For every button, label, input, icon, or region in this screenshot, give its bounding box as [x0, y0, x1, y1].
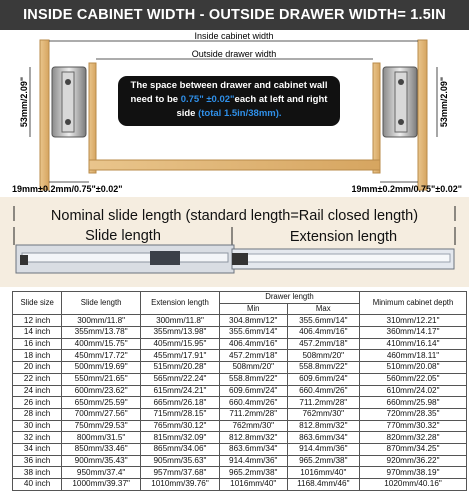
gap-note [118, 76, 340, 126]
drawer-bottom [89, 160, 380, 170]
table-cell: 406.4mm/16" [287, 327, 359, 339]
table-cell: 615mm/24.21" [141, 385, 220, 397]
table-cell: 26 inch [13, 397, 62, 409]
table-row [13, 455, 467, 467]
table-cell: 1000mm/39.37" [62, 479, 141, 491]
table-cell: 22 inch [13, 373, 62, 385]
table-cell: 405mm/15.95" [141, 338, 220, 350]
table-cell: 600mm/23.62" [62, 385, 141, 397]
cabinet-wall-right [418, 40, 427, 190]
table-row [13, 467, 467, 479]
table-cell: 660.4mm/26" [219, 397, 287, 409]
table-cell: 609.6mm/24" [287, 373, 359, 385]
table-cell: 550mm/21.65" [62, 373, 141, 385]
table-row [13, 327, 467, 339]
table-cell: 558.8mm/22" [219, 373, 287, 385]
table-cell: 355.6mm/14" [219, 327, 287, 339]
table-cell: 920mm/36.22" [360, 455, 467, 467]
table-cell: 965.2mm/38" [219, 467, 287, 479]
table-cell: 558.8mm/22" [287, 362, 359, 374]
table-cell: 660mm/25.98" [360, 397, 467, 409]
table-cell: 406.4mm/16" [219, 338, 287, 350]
table-cell: 355mm/13.98" [141, 327, 220, 339]
table-cell: 609.6mm/24" [219, 385, 287, 397]
table-cell: 765mm/30.12" [141, 420, 220, 432]
table-cell: 300mm/11.8" [62, 315, 141, 327]
table-cell: 410mm/16.14" [360, 338, 467, 350]
table-cell: 34 inch [13, 443, 62, 455]
table-cell: 914.4mm/36" [287, 443, 359, 455]
cabinet-wall-left [40, 40, 49, 190]
table-cell: 457.2mm/18" [287, 338, 359, 350]
drawer-side-left [89, 63, 96, 173]
slide-height-left: 53mm/2.09" [19, 76, 29, 128]
table-cell: 20 inch [13, 362, 62, 374]
table-cell: 500mm/19.69" [62, 362, 141, 374]
table-cell: 1020mm/40.16" [360, 479, 467, 491]
table-cell: 863.6mm/34" [287, 432, 359, 444]
table-cell: 30 inch [13, 420, 62, 432]
table-cell: 1016mm/40" [219, 479, 287, 491]
table-cell: 720mm/28.35" [360, 408, 467, 420]
table-row [13, 350, 467, 362]
table-row [13, 408, 467, 420]
slide-spec-table [12, 291, 467, 491]
table-row [13, 315, 467, 327]
table-cell: 1168.4mm/46" [287, 479, 359, 491]
table-cell: 812.8mm/32" [219, 432, 287, 444]
col-drawer-length: Drawer length [219, 292, 359, 304]
table-cell: 40 inch [13, 479, 62, 491]
inside-cabinet-width-label: Inside cabinet width [194, 31, 274, 41]
table-cell: 300mm/11.8" [141, 315, 220, 327]
table-cell: 870mm/34.25" [360, 443, 467, 455]
table-header-row [13, 292, 467, 304]
note-total: (total 1.5in/38mm). [198, 108, 282, 119]
table-cell: 865mm/34.06" [141, 443, 220, 455]
table-cell: 762mm/30" [219, 420, 287, 432]
outside-drawer-width-label: Outside drawer width [191, 49, 277, 59]
table-cell: 711.2mm/28" [287, 397, 359, 409]
table-cell: 457.2mm/18" [219, 350, 287, 362]
table-cell: 900mm/35.43" [62, 455, 141, 467]
col-extension-length: Extension length [141, 292, 220, 315]
table-cell: 1010mm/39.76" [141, 479, 220, 491]
table-row [13, 373, 467, 385]
table-cell: 660.4mm/26" [287, 385, 359, 397]
table-cell: 950mm/37.4" [62, 467, 141, 479]
note-text: The space between drawer and cabinet wall need to be [130, 80, 328, 105]
table-cell: 565mm/22.24" [141, 373, 220, 385]
table-cell: 355.6mm/14" [287, 315, 359, 327]
table-cell: 957mm/37.68" [141, 467, 220, 479]
table-row [13, 432, 467, 444]
table-cell: 750mm/29.53" [62, 420, 141, 432]
col-drawer-min: Min [219, 303, 287, 315]
table-cell: 24 inch [13, 385, 62, 397]
table-cell: 762mm/30" [287, 408, 359, 420]
table-cell: 508mm/20" [219, 362, 287, 374]
table-cell: 508mm/20" [287, 350, 359, 362]
table-cell: 310mm/12.21" [360, 315, 467, 327]
note-value: 0.75" ±0.02" [180, 94, 235, 105]
note-mid: each at left and right side [176, 94, 328, 119]
table-cell: 355mm/13.78" [62, 327, 141, 339]
table-cell: 850mm/33.46" [62, 443, 141, 455]
table-cell: 560mm/22.05" [360, 373, 467, 385]
slide-left [52, 67, 86, 137]
drawer-side-right [373, 63, 380, 173]
table-row [13, 338, 467, 350]
table-cell: 460mm/18.11" [360, 350, 467, 362]
table-cell: 665mm/26.18" [141, 397, 220, 409]
table-cell: 304.8mm/12" [219, 315, 287, 327]
slide-right [383, 67, 417, 137]
table-cell: 815mm/32.09" [141, 432, 220, 444]
table-cell: 360mm/14.17" [360, 327, 467, 339]
table-cell: 711.2mm/28" [219, 408, 287, 420]
table-cell: 970mm/38.19" [360, 467, 467, 479]
table-cell: 812.8mm/32" [287, 420, 359, 432]
table-cell: 905mm/35.63" [141, 455, 220, 467]
table-row [13, 397, 467, 409]
table-row [13, 420, 467, 432]
table-cell: 863.6mm/34" [219, 443, 287, 455]
table-cell: 715mm/28.15" [141, 408, 220, 420]
col-slide-length: Slide length [62, 292, 141, 315]
table-cell: 32 inch [13, 432, 62, 444]
col-drawer-max: Max [287, 303, 359, 315]
table-cell: 914.4mm/36" [219, 455, 287, 467]
table-cell: 1016mm/40" [287, 467, 359, 479]
table-cell: 800mm/31.5" [62, 432, 141, 444]
table-cell: 515mm/20.28" [141, 362, 220, 374]
table-row [13, 443, 467, 455]
table-cell: 36 inch [13, 455, 62, 467]
slide-length-label: Slide length [85, 228, 161, 244]
table-row [13, 385, 467, 397]
col-min-cabinet-depth: Minimum cabinet depth [360, 292, 467, 315]
gap-left-label: 19mm±0.2mm/0.75"±0.02" [12, 184, 123, 194]
table-cell: 700mm/27.56" [62, 408, 141, 420]
table-cell: 770mm/30.32" [360, 420, 467, 432]
table-row [13, 362, 467, 374]
table-cell: 965.2mm/38" [287, 455, 359, 467]
table-cell: 12 inch [13, 315, 62, 327]
slide-height-right: 53mm/2.09" [439, 76, 449, 128]
table-cell: 450mm/17.72" [62, 350, 141, 362]
table-cell: 38 inch [13, 467, 62, 479]
table-cell: 16 inch [13, 338, 62, 350]
table-cell: 18 inch [13, 350, 62, 362]
table-cell: 820mm/32.28" [360, 432, 467, 444]
col-slide-size: Slide size [13, 292, 62, 315]
extension-length-label: Extension length [289, 229, 398, 245]
gap-right-label: 19mm±0.2mm/0.75"±0.02" [351, 184, 462, 194]
table-cell: 28 inch [13, 408, 62, 420]
table-cell: 14 inch [13, 327, 62, 339]
table-cell: 510mm/20.08" [360, 362, 467, 374]
table-cell: 455mm/17.91" [141, 350, 220, 362]
table-row [13, 479, 467, 491]
table-cell: 400mm/15.75" [62, 338, 141, 350]
nominal-slide-length-label: Nominal slide length (standard length=Rail closed length) [50, 208, 419, 224]
table-cell: 610mm/24.02" [360, 385, 467, 397]
page-header: INSIDE CABINET WIDTH - OUTSIDE DRAWER WIDTH= 1.5IN [0, 0, 469, 30]
table-cell: 650mm/25.59" [62, 397, 141, 409]
